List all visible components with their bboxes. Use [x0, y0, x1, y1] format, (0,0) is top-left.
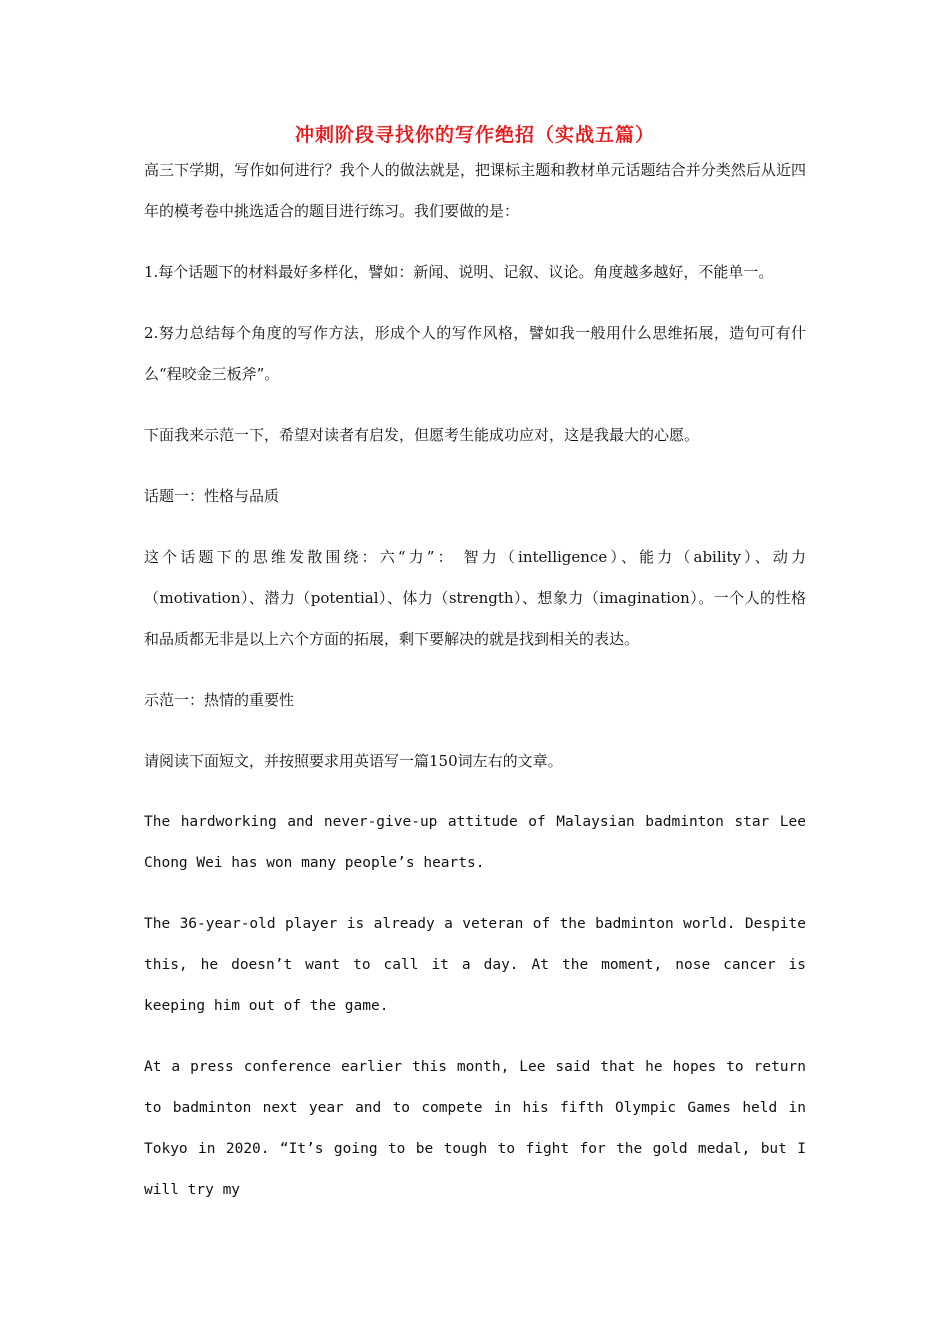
intro-paragraph: 高三下学期，写作如何进行？我个人的做法就是，把课标主题和教材单元话题结合并分类然后从近四年的模考卷中挑选适合的题目进行练习。我们要做的是：	[144, 161, 806, 220]
point-one-paragraph: 1.每个话题下的材料最好多样化，譬如：新闻、说明、记叙、议论。角度越多越好，不能单一。	[144, 263, 774, 281]
english-paragraph-3: At a press conference earlier this month, Lee said that he hopes to return to badminton next year and to compete in his fifth Olympic Games held in Tokyo in 2020. “It’s going to be tough to fight for the gold medal, but I will try my	[144, 1059, 806, 1198]
topic-description-paragraph: 这个话题下的思维发散围绕：六“力”： 智力（intelligence）、能力（ability）、动力（motivation）、潜力（potential）、体力（strength）、想象力（imagination）。一个人的性格和品质都无非是以上六个方面的拓展，剩下要解决的就是找到相关的表达。	[144, 548, 806, 648]
topic-heading: 话题一：性格与品质	[144, 487, 280, 505]
point-two-paragraph: 2.努力总结每个角度的写作方法，形成个人的写作风格，譬如我一般用什么思维拓展，造句可有什么“程咬金三板斧”。	[144, 324, 806, 383]
instruction-paragraph: 请阅读下面短文，并按照要求用英语写一篇150词左右的文章。	[144, 752, 563, 770]
document-body	[144, 150, 806, 1231]
demo-intro-paragraph: 下面我来示范一下，希望对读者有启发，但愿考生能成功应对，这是我最大的心愿。	[144, 426, 700, 444]
english-paragraph-2: The 36-year-old player is already a veteran of the badminton world. Despite this, he doesn’t want to call it a day. At the moment, nose cancer is keeping him out of the game.	[144, 916, 806, 1014]
english-paragraph-1: The hardworking and never-give-up attitude of Malaysian badminton star Lee Chong Wei has won many people’s hearts.	[144, 814, 806, 871]
document-title: 冲刺阶段寻找你的写作绝招（实战五篇）	[294, 124, 655, 146]
example-heading: 示范一：热情的重要性	[144, 691, 295, 709]
